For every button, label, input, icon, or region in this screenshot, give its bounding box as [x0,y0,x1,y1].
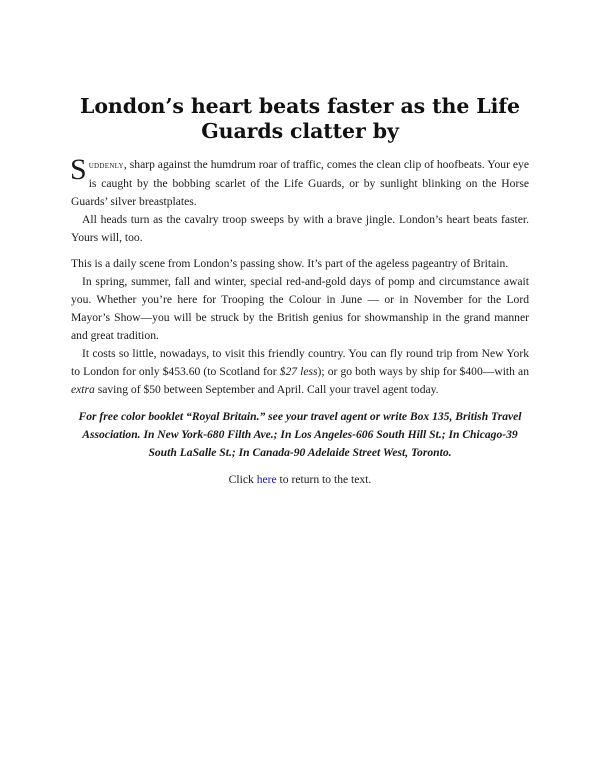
paragraph-3: This is a daily scene from London’s passing show. It’s part of the ageless pageantry of Britain. [71,257,509,270]
return-prefix: Click [228,473,257,486]
extra-emphasis: extra [71,383,95,396]
scotland-discount: $27 less [279,365,318,378]
drop-cap: S [70,153,87,186]
return-line [71,471,529,489]
return-link[interactable]: here [256,473,277,486]
return-suffix: to return to the text. [276,473,372,486]
page-title: London’s heart beats faster as the Life Guards clatter by [80,94,520,143]
paragraph-5-part-c: saving of $50 between September and April. Call your travel agent today. [94,383,439,396]
small-caps-lead: uddenly [88,160,124,171]
article [71,94,529,489]
paragraph-1-text: , sharp against the humdrum roar of traffic, comes the clean clip of hoofbeats. Your eye is caught by the bobbing scarlet of the Life Guards, or by sunlight blinking on the Horse Guards’ silver breastplates. [71,158,529,208]
paragraph-4: In spring, summer, fall and winter, special red-and-gold days of pomp and circumstance await you. Whether you’re here for Trooping the Colour in June — or in November for the Lord Mayor’s Show—you will be struck by the British genius for showmanship in the grand manner and great tradition. [71,275,529,342]
paragraph-5-part-a: It costs so little, nowadays, to visit this friendly country. You can fly round trip from New York to London for only $453.60 (to Scotland for [71,347,529,378]
paragraph-2: All heads turn as the cavalry troop sweeps by with a brave jingle. London’s heart beats faster. Yours will, too. [71,213,529,244]
paragraph-1 [70,153,529,211]
booklet-offer: For free color booklet “Royal Britain.” see your travel agent or write Box 135, British Travel Association. In New York-680 Filth Ave.; In Los Angeles-606 South Hill St.; In Chicago-39 South LaSalle St.; In Canada-90 Adelaide Street West, Toronto. [78,410,522,459]
paragraph-5 [71,345,529,399]
paragraph-5-part-b: ); or go both ways by ship for $400—with an [317,365,529,378]
